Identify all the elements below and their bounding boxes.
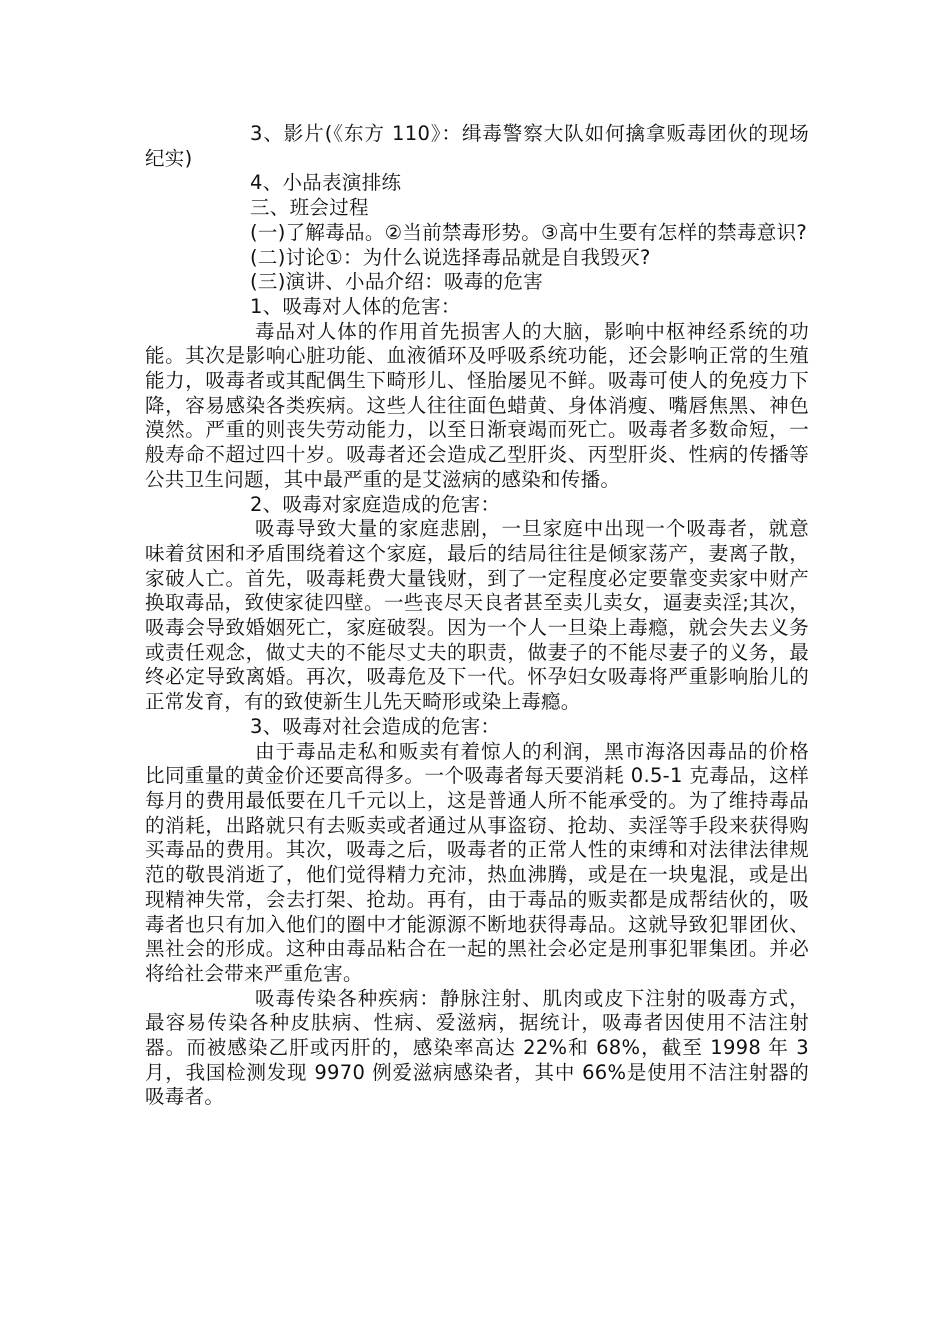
paragraph-harm-to-body: 毒品对人体的作用首先损害人的大脑，影响中枢神经系统的功能。其次是影响心脏功能、血液循环及呼吸系统功能，还会影响正常的生殖能力，吸毒者或其配偶生下畸形儿、怪胎屡见不鲜。吸毒可使人的免疫力下降，容易感染各类疾病。这些人往往面色蜡黄、身体消瘦、嘴唇焦黑、神色漠然。严重的则丧失劳动能力，以至日渐衰竭而死亡。吸毒者多数命短，一般寿命不超过四十岁。吸毒者还会造成乙型肝炎、丙型肝炎、性病的传播等公共卫生问题，其中最严重的是艾滋病的感染和传播。: [145, 319, 809, 491]
paragraph-speech-intro: (三)演讲、小品介绍：吸毒的危害: [250, 270, 544, 294]
subheading-harm-to-society: 3、吸毒对社会造成的危害：: [250, 714, 501, 738]
paragraph-sketch-rehearsal: 4、小品表演排练: [250, 171, 402, 195]
document-page: [145, 122, 809, 1110]
paragraph-discussion: (二)讨论①：为什么说选择毒品就是自我毁灭?: [250, 245, 651, 269]
paragraph-understand-drugs: (一)了解毒品。②当前禁毒形势。③高中生要有怎样的禁毒意识?: [250, 220, 808, 244]
paragraph-disease-transmission: 吸毒传染各种疾病：静脉注射、肌肉或皮下注射的吸毒方式，最容易传染各种皮肤病、性病、爱滋病，据统计，吸毒者因使用不洁注射器。而被感染乙肝或丙肝的，感染率高达 22%和 68%，截至 1998 年 3 月，我国检测发现 9970 例爱滋病感染者，其中 66%是使用不洁注射器的吸毒者。: [145, 986, 809, 1109]
subheading-harm-to-body: 1、吸毒对人体的危害：: [250, 294, 461, 318]
paragraph-harm-to-society: 由于毒品走私和贩卖有着惊人的利润，黑市海洛因毒品的价格比同重量的黄金价还要高得多。一个吸毒者每天要消耗 0.5-1 克毒品，这样每月的费用最低要在几千元以上，这是普通人所不能承受的。为了维持毒品的消耗，出路就只有去贩卖或者通过从事盗窃、抢劫、卖淫等手段来获得购买毒品的费用。其次，吸毒之后，吸毒者的正常人性的束缚和对法律法律规范的敬畏消逝了，他们觉得精力充沛，热血沸腾，或是在一块鬼混，或是出现精神失常，会去打架、抢劫。再有，由于毒品的贩卖都是成帮结伙的，吸毒者也只有加入他们的圈中才能源源不断地获得毒品。这就导致犯罪团伙、黑社会的形成。这种由毒品粘合在一起的黑社会必定是刑事犯罪集团。并必将给社会带来严重危害。: [145, 739, 809, 985]
section-heading-meeting-process: 三、班会过程: [250, 196, 369, 220]
paragraph-harm-to-family: 吸毒导致大量的家庭悲剧，一旦家庭中出现一个吸毒者，就意味着贫困和矛盾围绕着这个家庭，最后的结局往往是倾家荡产，妻离子散，家破人亡。首先，吸毒耗费大量钱财，到了一定程度必定要靠变卖家中财产换取毒品，致使家徒四壁。一些丧尽天良者甚至卖儿卖女，逼妻卖淫;其次，吸毒会导致婚姻死亡，家庭破裂。因为一个人一旦染上毒瘾，就会失去义务或责任观念，做丈夫的不能尽丈夫的职责，做妻子的不能尽妻子的义务，最终必定导致离婚。再次，吸毒危及下一代。怀孕妇女吸毒将严重影响胎儿的正常发育，有的致使新生儿先天畸形或染上毒瘾。: [145, 517, 809, 714]
subheading-harm-to-family: 2、吸毒对家庭造成的危害：: [250, 492, 501, 516]
paragraph-film-item: 3、影片(《东方 110》：缉毒警察大队如何擒拿贩毒团伙的现场纪实): [145, 122, 809, 170]
